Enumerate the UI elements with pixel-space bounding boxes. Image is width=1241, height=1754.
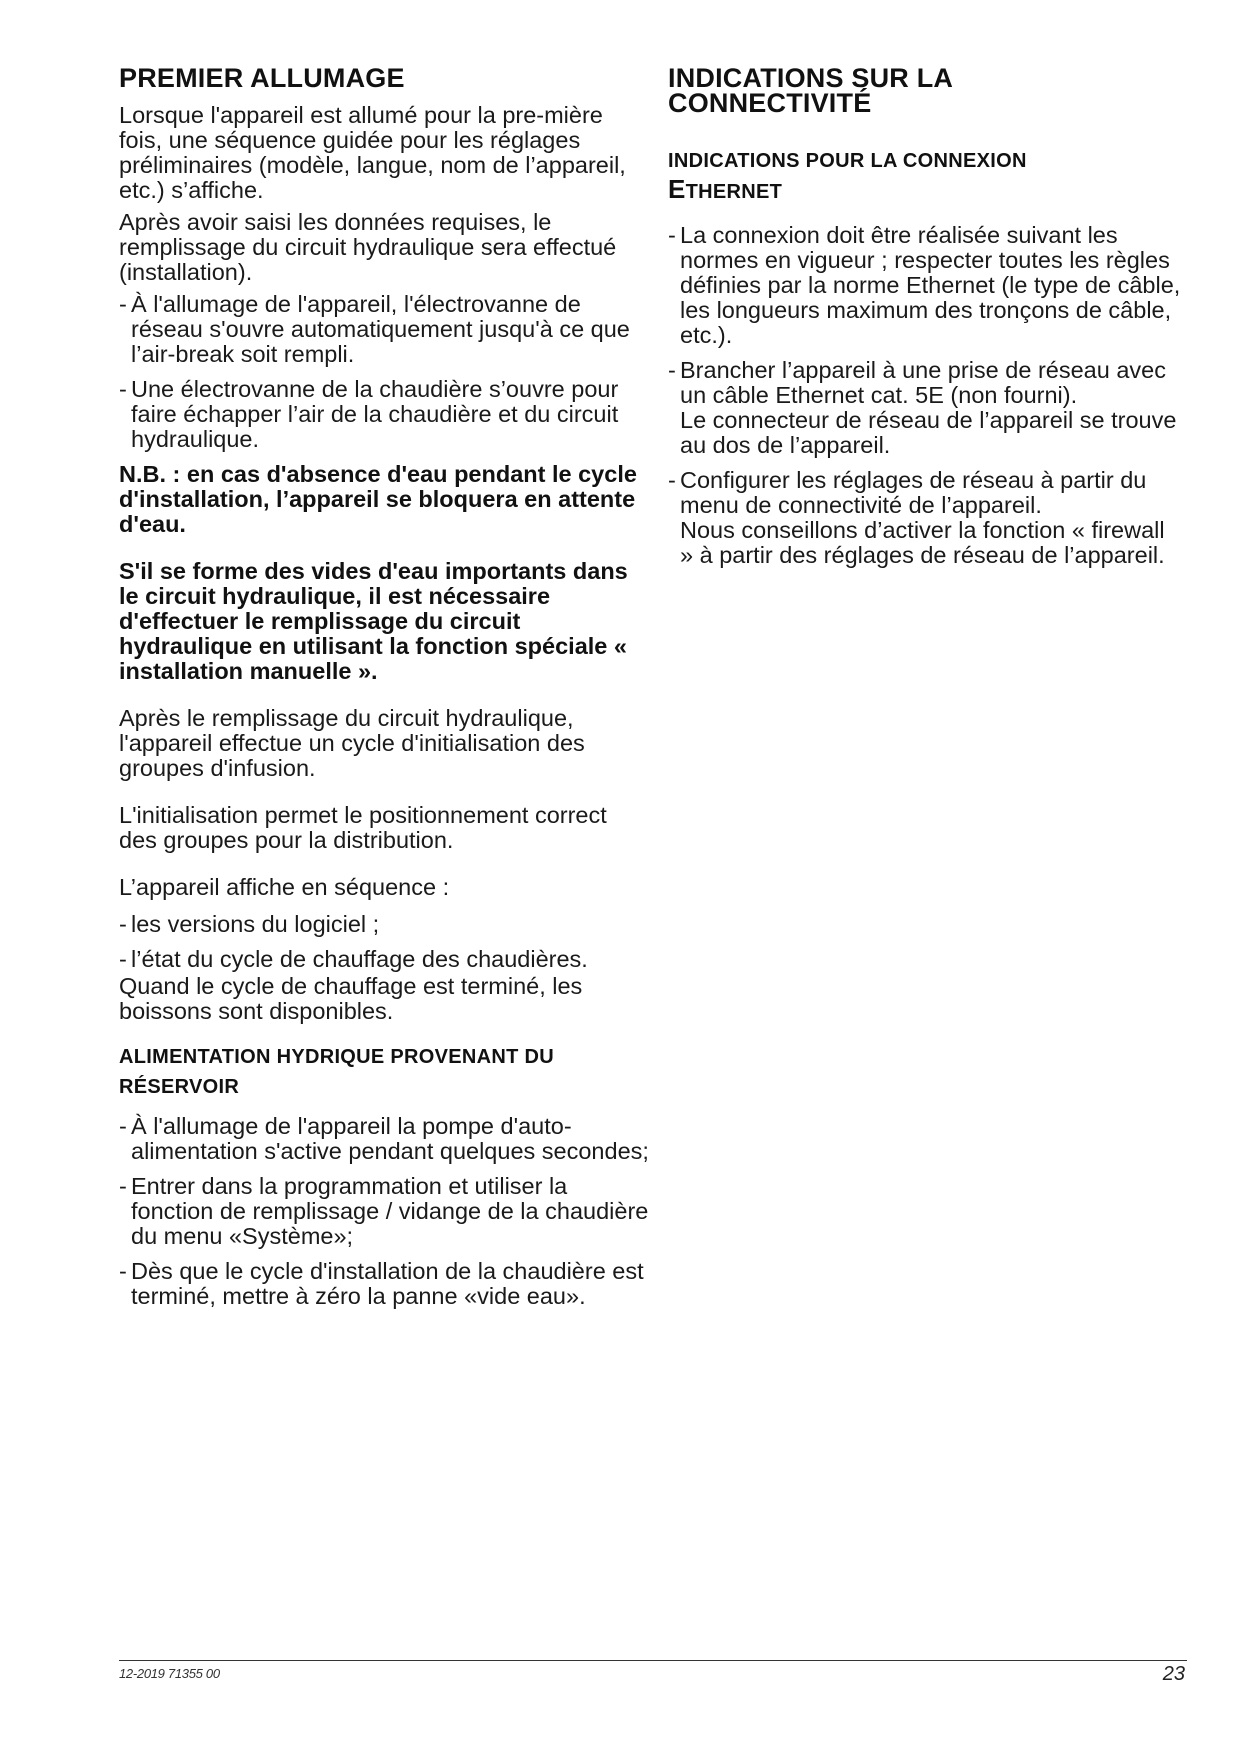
list-item xyxy=(668,468,1184,568)
paragraph-installation: Après avoir saisi les données requises, le remplissage du circuit hydraulique sera effectué (installation). xyxy=(119,209,617,285)
footer-divider xyxy=(119,1660,1187,1661)
subheading-alimentation-reservoir xyxy=(119,1042,649,1102)
list-item: - Dès que le cycle d'installation de la chaudière est terminé, mettre à zéro la panne «vide eau». xyxy=(119,1259,649,1309)
right-column xyxy=(668,63,1184,578)
paragraph-sequence: L’appareil affiche en séquence : xyxy=(119,874,450,900)
subheading-line xyxy=(668,175,1184,206)
list-sequence xyxy=(119,912,649,972)
list-item: - les versions du logiciel ; xyxy=(119,912,649,937)
paragraph-boissons: Quand le cycle de chauffage est terminé, les boissons sont disponibles. xyxy=(119,973,583,1024)
subheading-line: RÉSERVOIR xyxy=(119,1076,240,1098)
subheading-line: ALIMENTATION HYDRIQUE PROVENANT DU xyxy=(119,1046,555,1068)
paragraph-positionnement: L'initialisation permet le positionnement correct des groupes pour la distribution. xyxy=(119,802,607,853)
list-installation-steps xyxy=(119,292,649,452)
small-caps-initial: E xyxy=(668,174,686,204)
section-title-premier-allumage: PREMIER ALLUMAGE xyxy=(119,63,405,93)
paragraph-intro: Lorsque l'appareil est allumé pour la pre-mière fois, une séquence guidée pour les réglages préliminaires (modèle, langue, nom de l’appareil, etc.) s’affiche. xyxy=(119,102,626,203)
list-item-text: Nous conseillons d’activer la fonction « firewall » à partir des réglages de réseau de l’appareil. xyxy=(680,517,1165,568)
note-vides-eau: S'il se forme des vides d'eau importants dans le circuit hydraulique, il est nécessaire d'effectuer le remplissage du circuit hydraulique en utilisant la fonction spéciale « installation manuelle ». xyxy=(119,558,628,684)
subheading-line: INDICATIONS POUR LA CONNEXION xyxy=(668,150,1027,172)
title-line: INDICATIONS SUR LA xyxy=(668,63,954,93)
list-item: - Entrer dans la programmation et utiliser la fonction de remplissage / vidange de la chaudière du menu «Système»; xyxy=(119,1174,649,1249)
list-ethernet-steps xyxy=(668,223,1184,568)
footer-document-code: 12-2019 71355 00 xyxy=(119,1666,220,1681)
list-item-text: - Brancher l’appareil à une prise de réseau avec un câble Ethernet cat. 5E (non fourni). xyxy=(680,357,1166,408)
paragraph-initialisation-cycle: Après le remplissage du circuit hydraulique, l'appareil effectue un cycle d'initialisation des groupes d'infusion. xyxy=(119,705,585,781)
list-item: - Une électrovanne de la chaudière s’ouvre pour faire échapper l’air de la chaudière et du circuit hydraulique. xyxy=(119,377,649,452)
left-column xyxy=(119,63,649,1319)
list-item-text: La connexion doit être réalisée suivant les normes en vigueur ; respecter toutes les règles définies par la norme Ethernet (le type de câble, les longueurs maximum des tronçons de câble, etc.). xyxy=(680,222,1181,348)
list-item: - À l'allumage de l'appareil la pompe d'auto-alimentation s'active pendant quelques secondes; xyxy=(119,1114,649,1164)
section-title-connectivite xyxy=(668,63,1184,118)
page-number: 23 xyxy=(1162,1663,1185,1685)
list-item-text: Le connecteur de réseau de l’appareil se trouve au dos de l’appareil. xyxy=(680,407,1177,458)
note-absence-eau: N.B. : en cas d'absence d'eau pendant le cycle d'installation, l’appareil se bloquera en attente d'eau. xyxy=(119,461,637,537)
title-line: CONNECTIVITÉ xyxy=(668,88,872,118)
small-caps-rest: THERNET xyxy=(685,181,783,203)
subheading-connexion-ethernet xyxy=(668,147,1184,206)
list-item: - l’état du cycle de chauffage des chaudières. xyxy=(119,947,649,972)
list-item xyxy=(668,223,1184,348)
list-item xyxy=(668,358,1184,458)
list-item-text: - Configurer les réglages de réseau à partir du menu de connectivité de l’appareil. xyxy=(680,467,1147,518)
list-item: - À l'allumage de l'appareil, l'électrovanne de réseau s'ouvre automatiquement jusqu'à ce que l’air-break soit rempli. xyxy=(119,292,649,367)
list-reservoir-steps xyxy=(119,1114,649,1309)
